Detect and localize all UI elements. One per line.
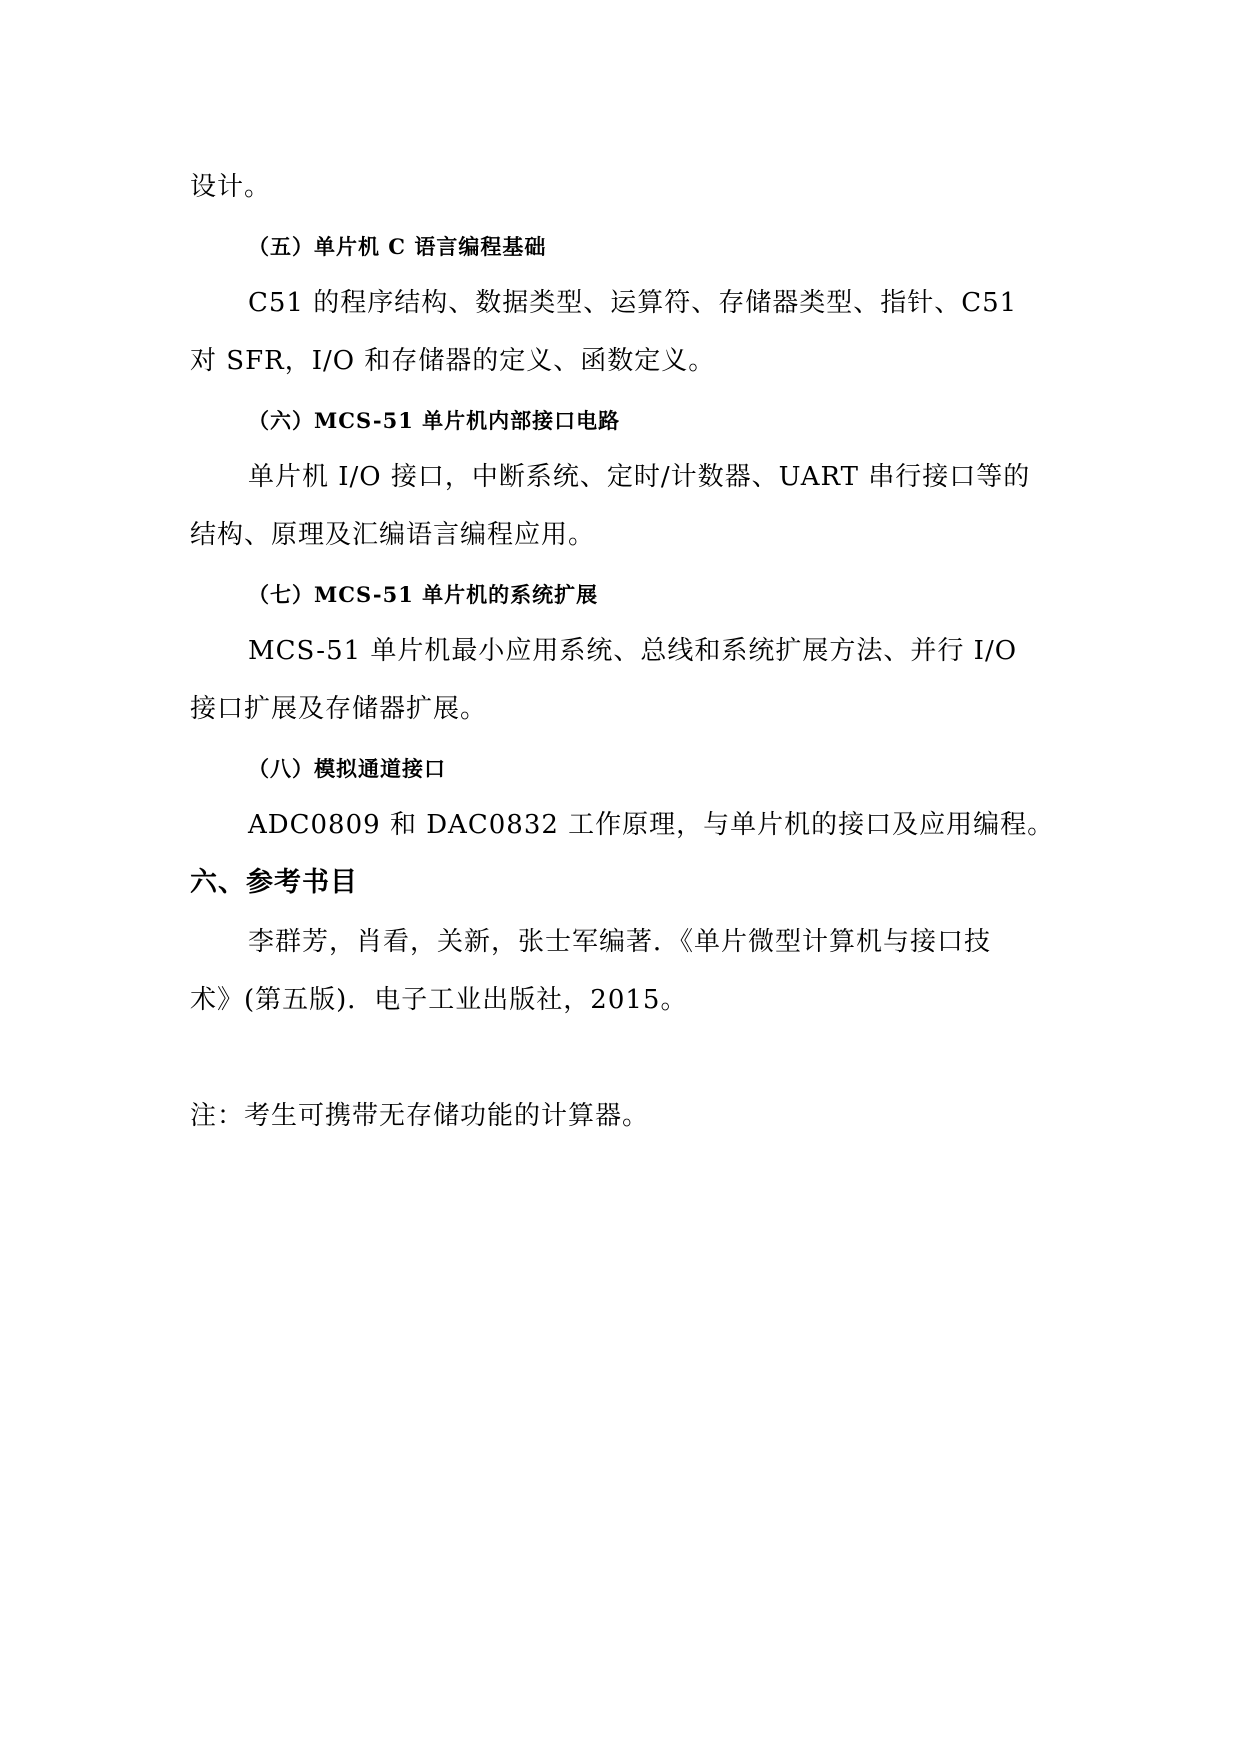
paragraph-continuation: 设计。 [190,172,272,202]
note-line: 注：考生可携带无存储功能的计算器。 [190,1101,650,1131]
paragraph-line: C51 的程序结构、数据类型、运算符、存储器类型、指针、C51 [248,288,1018,318]
paragraph-line: ADC0809 和 DAC0832 工作原理，与单片机的接口及应用编程。 [248,810,1055,840]
paragraph-line: 单片机 I/O 接口，中断系统、定时/计数器、UART 串行接口等的 [248,462,1031,492]
paragraph-line: 对 SFR，I/O 和存储器的定义、函数定义。 [190,346,716,376]
subsection-heading-7: （七）MCS-51 单片机的系统扩展 [248,582,599,607]
subsection-heading-6: （六）MCS-51 单片机内部接口电路 [248,408,621,433]
reference-line: 术》(第五版)．电子工业出版社，2015。 [190,985,688,1015]
paragraph-line: 结构、原理及汇编语言编程应用。 [190,520,596,550]
paragraph-line: 接口扩展及存储器扩展。 [190,694,488,724]
subsection-heading-8: （八）模拟通道接口 [248,756,446,781]
section-heading-references: 六、参考书目 [190,867,358,898]
subsection-heading-5: （五）单片机 C 语言编程基础 [248,234,547,259]
reference-line: 李群芳，肖看，关新，张士军编著．《单片微型计算机与接口技 [248,927,992,957]
paragraph-line: MCS-51 单片机最小应用系统、总线和系统扩展方法、并行 I/O [248,636,1018,666]
